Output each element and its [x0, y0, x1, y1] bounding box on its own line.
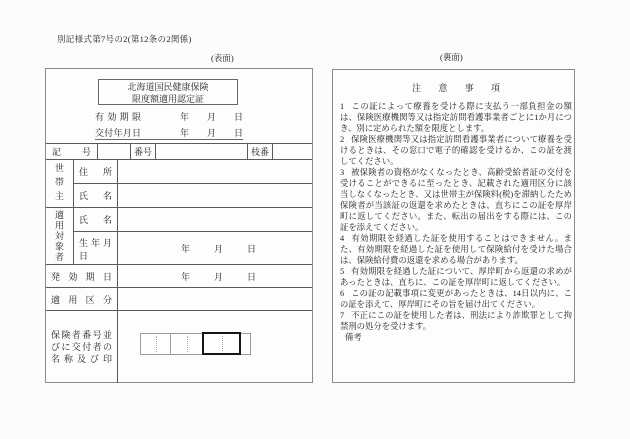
branch-value-cell	[273, 144, 312, 159]
category-row	[46, 288, 312, 311]
category-label: 適用区分	[51, 294, 112, 305]
householder-label: 世帯主	[54, 162, 64, 205]
note-item-3	[340, 167, 572, 233]
year-label: 年	[179, 127, 189, 138]
form-style-number: 別記様式第7号の2(第12条の2関係)	[57, 34, 192, 44]
insurer-number-box-4	[240, 333, 251, 355]
insurer-row	[46, 311, 312, 383]
certificate-title-box	[98, 79, 238, 105]
symbol-value-cell	[98, 144, 131, 159]
note-item-4	[340, 233, 572, 266]
certificate-front-panel	[45, 68, 313, 383]
note-text: 不正にこの証を使用した者は、刑法により詐欺罪として拘禁刑の処分を受けます。	[340, 311, 572, 331]
insurer-number-box-highlighted	[202, 332, 241, 355]
back-side-label: (裏面)	[440, 52, 463, 62]
subject-label: 適用対象者	[54, 209, 64, 263]
note-text: この証の記載事項に変更があったときは、14日以内に、この証を添えて、厚岸町にその旨を届け出てください。	[340, 289, 572, 309]
year-label: 年	[181, 244, 191, 254]
day-label: 日	[233, 112, 243, 122]
dotted-divider	[156, 336, 157, 352]
birthdate-label: 生年月日	[79, 237, 112, 261]
symbol-label-cell	[46, 144, 98, 159]
issue-date-label: 交付年月日	[95, 127, 141, 138]
note-number: 1	[340, 102, 345, 111]
householder-name-label: 氏名	[79, 191, 112, 201]
insurer-number-box-1	[140, 333, 171, 355]
category-label-cell	[46, 288, 118, 310]
birthdate-label-cell	[74, 232, 118, 265]
address-label-cell	[74, 160, 118, 183]
insurer-number-box-2	[170, 333, 203, 355]
subject-name-row	[74, 208, 312, 232]
front-side-label: (表面)	[211, 53, 234, 63]
effective-date-row	[46, 265, 312, 288]
insurer-number-boxes	[140, 332, 251, 355]
certificate-title-line2: 限度額適用認定証	[131, 94, 204, 104]
subject-name-label: 氏名	[79, 215, 112, 225]
month-label: 月	[214, 244, 224, 254]
number-label: 番号	[134, 147, 153, 157]
note-text: この証によって療養を受ける際に支払う一部負担金の額は、保険医療機関等又は指定訪問看護事業者ごとに1か月につき、別に定められた額を限度とします。	[340, 102, 572, 133]
day-label: 日	[247, 244, 257, 254]
branch-label: 枝番	[251, 147, 270, 157]
birthdate-row	[74, 232, 312, 265]
subject-name-label-cell	[74, 208, 118, 231]
notes-title: 注意事項	[412, 83, 500, 93]
note-item-6	[340, 288, 572, 310]
remarks-label: 備考	[345, 333, 362, 342]
note-number: 5	[340, 267, 345, 276]
note-text: 有効期限を経過した証について、厚岸町から返還の求めがあったときは、直ちに、この証を厚岸町に返してください。	[340, 267, 572, 287]
issue-date-row	[95, 125, 243, 140]
number-value-cell	[156, 144, 248, 159]
certificate-title-line1: 北海道国民健康保険	[127, 82, 209, 92]
note-item-5	[340, 266, 572, 288]
note-item-2	[340, 134, 572, 167]
insurer-label: 保険者番号並びに交付者の名称及び印	[51, 330, 112, 364]
note-text: 被保険者の資格がなくなったとき、高齢受給者証の交付を受けることができるに至ったとき、記載された適用区分に該当しなくなったとき、又は世帯主が保険料(税)を滞納したため保険者が当該証の返還を求めたときは、直ちにこの証を厚岸町に返してください。また、転出の届出をする際には、この証を添えてください。	[340, 168, 572, 232]
day-label: 日	[247, 271, 257, 282]
householder-name-value-cell	[118, 184, 312, 207]
effective-date-blanks	[118, 270, 256, 283]
certificate-back-panel	[332, 69, 575, 383]
validity-period-label: 有効期限	[95, 112, 141, 122]
year-label: 年	[181, 271, 191, 282]
subject-section	[46, 208, 312, 265]
note-text: 有効期限を経過した証を使用することはできません。また、有効期限を経過した証を使用して保険給付を受けた場合は、保険給付費の返還を求める場合があります。	[340, 234, 572, 265]
validity-period-row	[95, 109, 243, 124]
month-label: 月	[206, 127, 216, 138]
number-label-cell	[131, 144, 156, 159]
symbol-number-row	[46, 144, 312, 160]
symbol-label: 記号	[52, 147, 91, 157]
month-label: 月	[206, 112, 216, 122]
householder-name-row	[74, 184, 312, 207]
category-value-cell	[118, 288, 312, 310]
householder-name-label-cell	[74, 184, 118, 207]
subject-name-value-cell	[118, 208, 312, 231]
note-item-7	[340, 310, 572, 332]
certificate-header	[46, 69, 312, 140]
certificate-field-table	[46, 143, 312, 383]
note-number: 3	[340, 168, 345, 177]
address-value-cell	[118, 160, 312, 183]
note-number: 4	[340, 234, 345, 243]
birthdate-value-cell	[118, 232, 312, 265]
note-text: 保険医療機関等又は指定訪問看護事業者について療養を受けるときは、その窓口で電子的確認を受けるか、この証を渡してください。	[340, 135, 572, 166]
subject-label-cell	[46, 208, 74, 264]
day-label: 日	[233, 127, 243, 138]
note-number: 6	[340, 289, 345, 298]
note-number: 7	[340, 311, 345, 320]
branch-label-cell	[248, 144, 273, 159]
dotted-divider	[187, 336, 188, 352]
issue-date-blanks	[180, 126, 243, 139]
validity-date-blanks	[180, 110, 243, 123]
householder-address-row	[74, 160, 312, 184]
householder-label-cell	[46, 160, 74, 207]
birthdate-blanks	[118, 242, 256, 255]
effective-date-label: 発効期日	[51, 271, 112, 282]
householder-section	[46, 160, 312, 208]
month-label: 月	[214, 271, 224, 282]
effective-date-value-cell	[118, 265, 312, 287]
insurer-value-cell	[118, 311, 312, 383]
year-label: 年	[179, 112, 189, 122]
dotted-divider	[222, 336, 223, 351]
note-number: 2	[340, 135, 345, 144]
effective-date-label-cell	[46, 265, 118, 287]
insurer-label-cell	[46, 311, 118, 383]
notes-list	[340, 101, 572, 332]
note-item-1	[340, 101, 572, 134]
address-label: 住所	[79, 167, 112, 177]
